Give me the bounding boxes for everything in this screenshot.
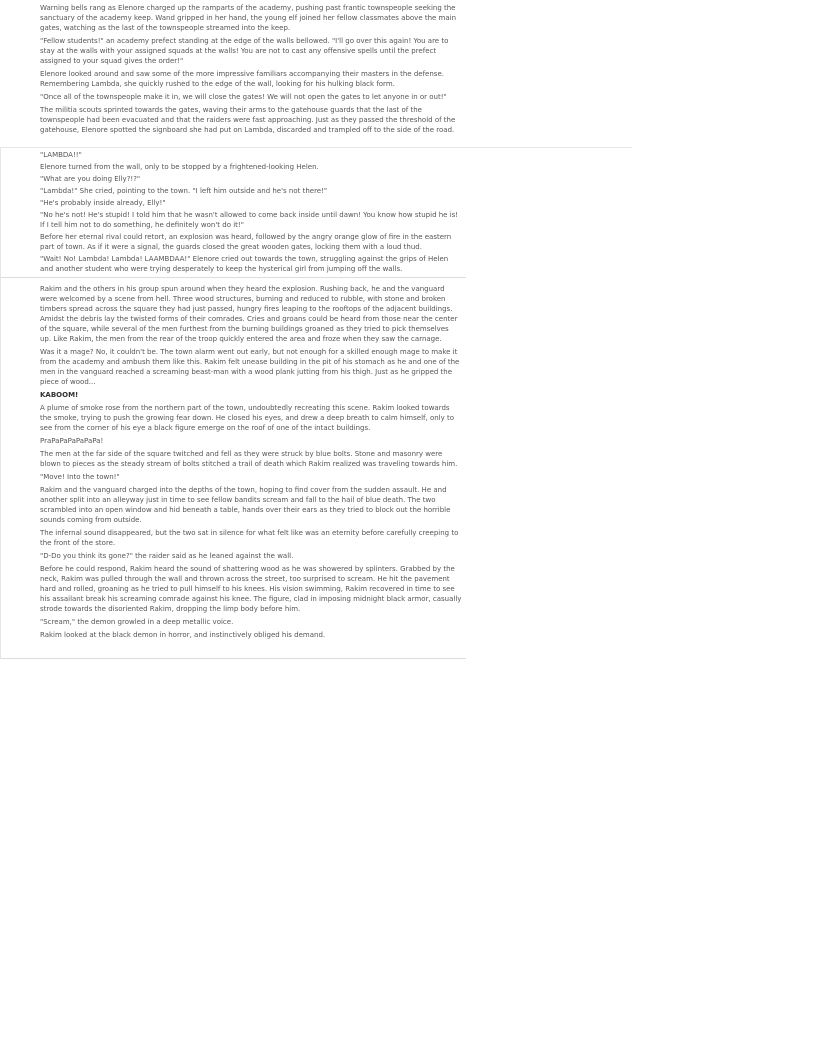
- paragraph: "He's probably inside already, Elly!": [40, 199, 166, 207]
- paragraph: "What are you doing Elly?!?": [40, 175, 141, 183]
- paragraph: Before he could respond, Rakim heard the sound of shattering wood as he was showered by splinters. Grabbed by the neck, Rakim was pulled through the wall and thrown across the street, too surprised to scream. He hit the pavement hard and rolled, groaning as he tried to pull himself to his knees. His vision swimming, Rakim recovered in time to see his assailant break his screaming comrade against his knee. The figure, clad in imposing midnight black armor, casually strode towards the disoriented Rakim, dropping the limp body before him.: [40, 565, 462, 613]
- paragraph: "LAMBDA!!": [40, 151, 82, 159]
- paragraph: A plume of smoke rose from the northern part of the town, undoubtedly recreating this scene. Rakim looked towards the smoke, trying to push the growing fear down. He closed his eyes, and drew a deep breath to calm himself, only to see from the corner of his eye a black figure emerge on the roof of one of the intact buildings.: [40, 404, 454, 432]
- sound-effect-text: PraPaPaPaPaPaPa!: [40, 437, 104, 445]
- paragraph: Was it a mage? No, it couldn't be. The town alarm went out early, but not enough for a skilled enough mage to make it from the academy and ambush them like this. Rakim felt unease building in the pit of his stomach as he and one of the men in the vanguard reached a screaming beast-man with a wood plank jutting from his thigh. Just as he gripped the piece of wood...: [40, 348, 460, 386]
- paragraph: The militia scouts sprinted towards the gates, waving their arms to the gatehouse guards that the last of the townspeople had been evacuated and that the raiders were fast approaching. Just as they passed the threshold of the gatehouse, Elenore spotted the signboard she had put on Lambda, discarded and trampled off to the side of the road.: [40, 106, 456, 134]
- paragraph: The men at the far side of the square twitched and fell as they were struck by blue bolts. Stone and masonry were blown to pieces as the steady stream of bolts stitched a trail of death which Rakim realized was traveling towards him.: [40, 450, 458, 468]
- paragraph: "Fellow students!" an academy prefect standing at the edge of the walls bellowed. "I'll go over this again! You are to stay at the walls with your assigned squads at the walls! You are not to cast any offensive spells until the prefect assigned to your squad gives the order!": [40, 37, 449, 65]
- paragraph: "Wait! No! Lambda! Lambda! LAAMBDAA!" Elenore cried out towards the town, struggling against the grips of Helen and another student who were trying desperately to keep the hysterical girl from jumping off the walls.: [40, 255, 449, 273]
- paragraph: "Lambda!" She cried, pointing to the town. "I left him outside and he's not there!": [40, 187, 328, 195]
- paragraph: Rakim looked at the black demon in horror, and instinctively obliged his demand.: [40, 631, 326, 639]
- paragraph: "D-Do you think its gone?" the raider said as he leaned against the wall.: [40, 552, 294, 560]
- paragraph: The infernal sound disappeared, but the two sat in silence for what felt like was an eternity before carefully creeping to the front of the store.: [40, 529, 459, 547]
- paragraph: Before her eternal rival could retort, an explosion was heard, followed by the angry orange glow of fire in the eastern part of town. As if it were a signal, the guards closed the great wooden gates, locking them with a loud thud.: [40, 233, 452, 251]
- paragraph: Rakim and the others in his group spun around when they heard the explosion. Rushing back, he and the vanguard were welcomed by a scene from hell. Three wood structures, burning and reduced to rubble, with stone and broken timbers spread across the square they had just passed, hungry fires leaping to the rooftops of the adjacent buildings. Amidst the debris lay the twisted forms of their comrades. Cries and groans could be heard from those near the center of the square, while several of the men furthest from the burning buildings groaned as they tried to pick themselves up. Like Rakim, the men from the rear of the troop quickly entered the area and froze when they saw the carnage.: [40, 285, 458, 343]
- story-section-lambda: [0, 147, 632, 277]
- paragraph: "No he's not! He's stupid! I told him that he wasn't allowed to come back inside until dawn! You know how stupid he is! If I tell him not to do something, he definitely won't do it!": [40, 211, 459, 229]
- story-section-rampart: [0, 0, 472, 147]
- story-section-rakim: [0, 277, 466, 659]
- paragraph: "Scream," the demon growled in a deep metallic voice.: [40, 618, 234, 626]
- paragraph: Elenore turned from the wall, only to be stopped by a frightened-looking Helen.: [40, 163, 319, 171]
- sound-effect-heading: KABOOM!: [40, 391, 79, 399]
- paragraph: Elenore looked around and saw some of the more impressive familiars accompanying their masters in the defense. Remembering Lambda, she quickly rushed to the edge of the wall, looking for his hulking black form.: [40, 70, 444, 88]
- paragraph: Rakim and the vanguard charged into the depths of the town, hoping to find cover from the sudden assault. He and another split into an alleyway just in time to see fellow bandits scream and fall to the hail of blue death. The two scrambled into an open window and hid beneath a table, hands over their ears as they tried to block out the horrible sounds coming from outside.: [40, 486, 451, 524]
- paragraph: Warning bells rang as Elenore charged up the ramparts of the academy, pushing past frantic townspeople seeking the sanctuary of the academy keep. Wand gripped in her hand, the young elf joined her fellow classmates above the main gates, watching as the last of the townspeople streamed into the keep.: [40, 4, 457, 32]
- paragraph: "Once all of the townspeople make it in, we will close the gates! We will not open the gates to let anyone in or out!": [40, 93, 447, 101]
- paragraph: "Move! Into the town!": [40, 473, 120, 481]
